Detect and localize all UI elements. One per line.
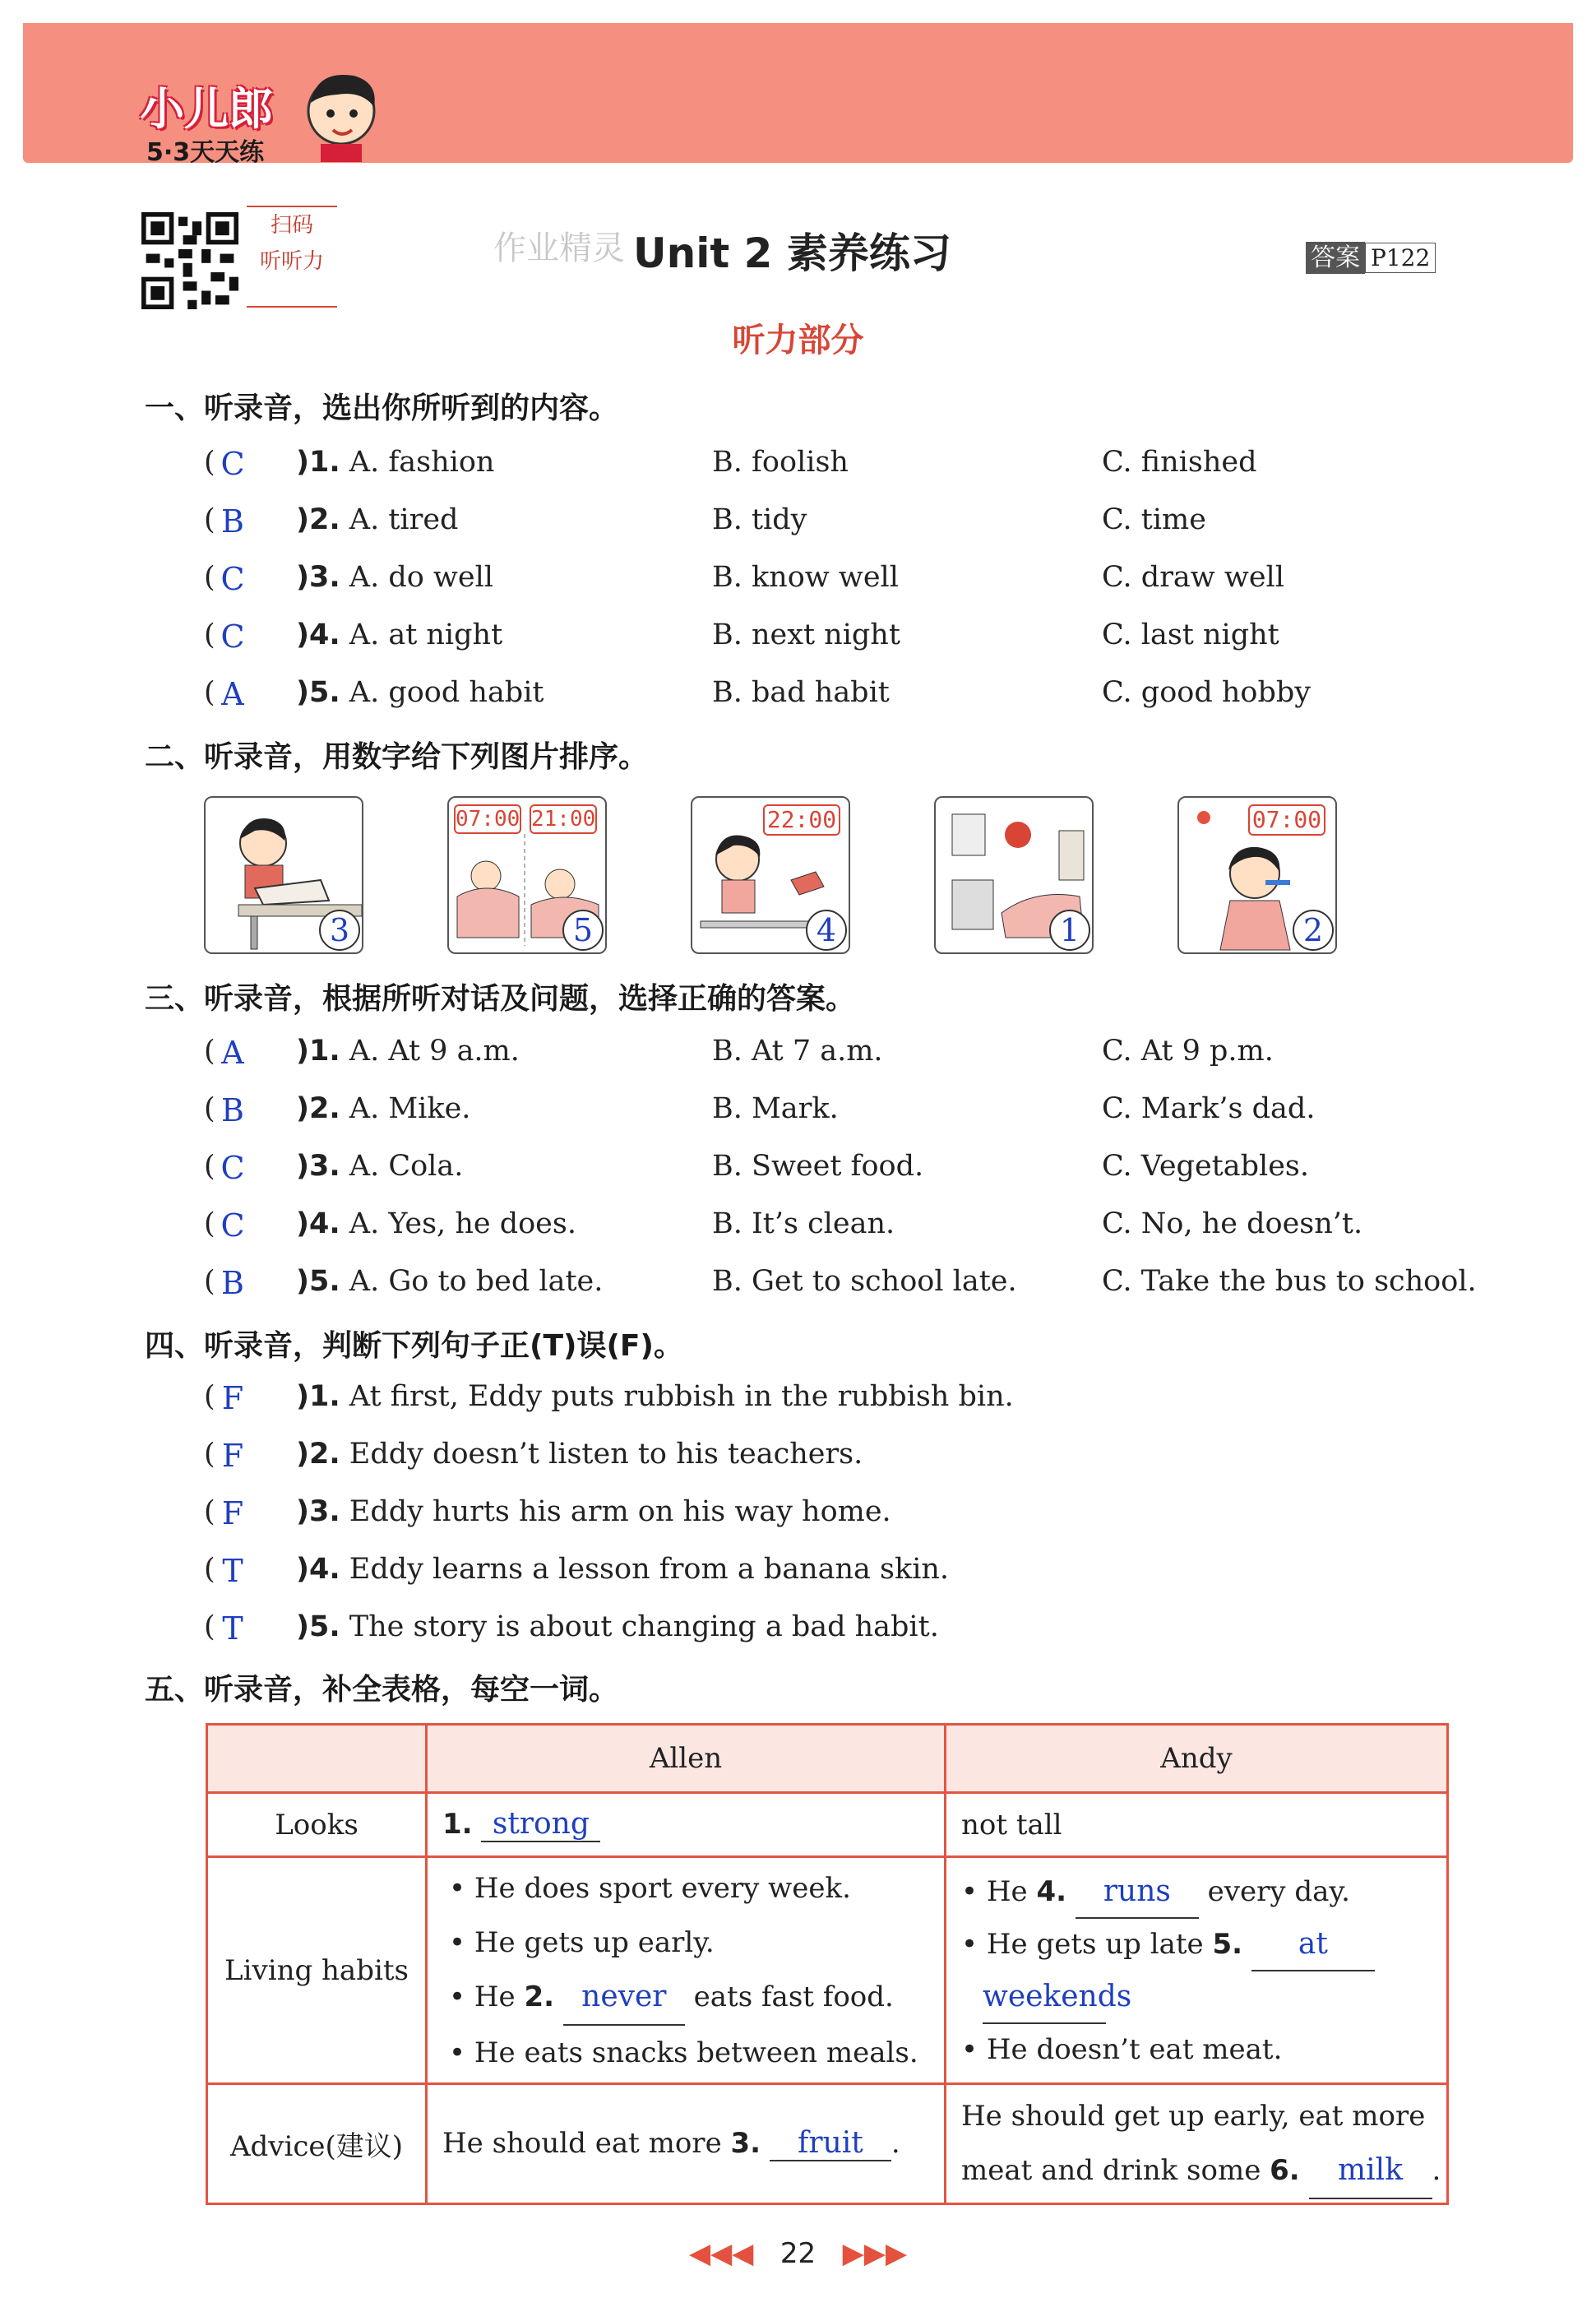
option-c: C. No, he doesn’t. xyxy=(1102,1207,1363,1240)
answer-mark: A xyxy=(221,676,244,712)
habit-text: • He xyxy=(961,1874,1028,1908)
clock-display: 21:00 xyxy=(530,804,597,834)
answer-mark: B xyxy=(221,1092,244,1128)
option-a: A. At 9 a.m. xyxy=(349,1035,520,1068)
table-header-row xyxy=(207,1725,1448,1793)
answer-fill: at xyxy=(1251,1919,1375,1971)
option-c: C. Mark’s dad. xyxy=(1102,1092,1316,1125)
statement-text: Eddy hurts his arm on his way home. xyxy=(349,1495,891,1528)
habit-text: every day. xyxy=(1207,1874,1350,1908)
qr-code-icon[interactable] xyxy=(141,212,238,309)
item-number: )4. xyxy=(296,1553,340,1586)
option-b: B. Mark. xyxy=(712,1092,839,1125)
item-number: )2. xyxy=(296,503,340,536)
item-number: )5. xyxy=(296,1610,340,1643)
habit-line: • He doesn’t eat meat. xyxy=(961,2032,1283,2066)
section-5-heading: 五、听录音，补全表格，每空一词。 xyxy=(145,1673,619,1707)
habit-text: • He xyxy=(449,1980,516,2013)
answer-fill: fruit xyxy=(770,2126,891,2161)
advice-text: He should eat more xyxy=(442,2127,722,2160)
option-c: C. good hobby xyxy=(1102,676,1311,709)
row-label-advice: Advice(建议) xyxy=(207,2084,427,2204)
option-b: B. At 7 a.m. xyxy=(712,1035,883,1068)
answer-key-tag xyxy=(1306,237,1436,273)
page-title: Unit 2 素养练习 xyxy=(633,229,951,277)
answer-mark: B xyxy=(221,503,244,540)
option-a: A. do well xyxy=(349,561,493,594)
order-number: 3 xyxy=(319,910,360,951)
blank-number: 3. xyxy=(730,2127,761,2160)
option-b: B. next night xyxy=(712,618,900,651)
option-c: C. time xyxy=(1102,503,1206,536)
item-number: )4. xyxy=(296,618,340,651)
advice-line xyxy=(961,2143,1446,2199)
item-number: )2. xyxy=(296,1092,340,1125)
statement-text: The story is about changing a bad habit. xyxy=(349,1610,939,1643)
brand-logo: 小儿郎 xyxy=(140,83,273,135)
option-c: C. At 9 p.m. xyxy=(1102,1035,1274,1068)
scan-label-line1: 扫码 xyxy=(270,213,313,238)
period: . xyxy=(891,2127,900,2160)
brand-subtitle: 5·3天天练 xyxy=(146,138,265,167)
mascot-icon xyxy=(296,66,386,164)
habit-text: • He gets up late xyxy=(961,1927,1204,1961)
section-1-heading: 一、听录音，选出你所听到的内容。 xyxy=(145,391,619,425)
answer-mark: C xyxy=(220,618,245,655)
section-part-title: 听力部分 xyxy=(732,322,864,359)
column-header-allen: Allen xyxy=(427,1725,946,1793)
answer-fill: strong xyxy=(481,1807,600,1842)
blank-number: 6. xyxy=(1270,2153,1300,2187)
option-a: A. Yes, he does. xyxy=(349,1207,576,1240)
picture-boy-reading xyxy=(204,796,363,954)
picture-messy-room xyxy=(934,796,1094,954)
clock-display: 22:00 xyxy=(763,804,840,836)
habits-table xyxy=(206,1723,1449,2205)
advice-text: He should get up early, eat more xyxy=(961,2099,1426,2133)
answer-mark: C xyxy=(220,1207,245,1244)
answer-fill: never xyxy=(563,1970,685,2026)
answer-fill: runs xyxy=(1076,1866,1199,1919)
statement-text: Eddy learns a lesson from a banana skin. xyxy=(349,1553,950,1586)
item-number: )4. xyxy=(296,1207,340,1240)
option-b: B. know well xyxy=(712,561,899,594)
answer-mark: F xyxy=(221,1438,244,1474)
option-b: B. Get to school late. xyxy=(712,1265,1017,1298)
habit-line: • He eats snacks between meals. xyxy=(449,2036,918,2069)
option-b: B. bad habit xyxy=(712,676,890,709)
option-b: B. tidy xyxy=(712,503,807,536)
row-label-looks: Looks xyxy=(207,1793,427,1857)
answer-mark: A xyxy=(221,1035,244,1071)
answer-mark: C xyxy=(220,446,245,482)
item-number: )3. xyxy=(296,1495,340,1528)
advice-text: meat and drink some xyxy=(961,2153,1261,2187)
habit-line xyxy=(961,1866,1446,1919)
order-number: 5 xyxy=(562,910,604,951)
option-a: A. fashion xyxy=(349,446,495,479)
option-b: B. foolish xyxy=(712,446,849,479)
habit-line: • He gets up early. xyxy=(449,1925,715,1959)
answer-mark: B xyxy=(221,1265,244,1301)
option-c: C. last night xyxy=(1102,618,1279,651)
cell-andy-looks: not tall xyxy=(946,1793,1448,1857)
answer-mark: T xyxy=(222,1553,243,1589)
option-a: A. at night xyxy=(349,618,503,651)
cell-andy-advice xyxy=(946,2084,1448,2204)
cell-allen-habits xyxy=(427,1857,946,2084)
table-corner-cell xyxy=(207,1725,427,1793)
column-header-andy: Andy xyxy=(946,1725,1448,1793)
habit-line: • He does sport every week. xyxy=(449,1871,851,1905)
answer-mark: C xyxy=(220,1150,245,1186)
option-b: B. It’s clean. xyxy=(712,1207,895,1240)
cell-allen-looks xyxy=(427,1793,946,1857)
item-number: )1. xyxy=(296,1380,340,1413)
statement-text: At first, Eddy puts rubbish in the rubbish bin. xyxy=(349,1380,1014,1413)
item-number: )2. xyxy=(296,1438,340,1471)
order-number: 2 xyxy=(1293,910,1334,951)
row-label-habits: Living habits xyxy=(207,1857,427,2084)
page-footer xyxy=(0,2237,1596,2270)
scan-label-line2: 听听力 xyxy=(259,249,324,274)
order-number: 1 xyxy=(1049,910,1090,951)
blank-number: 1. xyxy=(442,1808,473,1841)
answer-mark: C xyxy=(220,561,245,597)
answer-key-label: 答案 xyxy=(1306,242,1365,274)
item-number: )1. xyxy=(296,1035,340,1068)
picture-girl-brushing-teeth xyxy=(1177,796,1337,954)
option-a: A. tired xyxy=(349,503,459,536)
clock-display: 07:00 xyxy=(1248,804,1325,836)
item-number: )3. xyxy=(296,1150,340,1183)
habit-text: eats fast food. xyxy=(693,1980,894,2013)
section-2-heading: 二、听录音，用数字给下列图片排序。 xyxy=(145,740,649,774)
habit-line xyxy=(449,1970,943,2026)
order-number: 4 xyxy=(806,910,847,951)
picture-girl-homework xyxy=(691,796,850,954)
table-row xyxy=(207,1793,1448,1857)
option-c: C. Vegetables. xyxy=(1102,1150,1310,1183)
blank-number: 4. xyxy=(1036,1874,1067,1908)
item-number: )1. xyxy=(296,446,340,479)
item-number: )5. xyxy=(296,1265,340,1298)
answer-fill: milk xyxy=(1309,2143,1432,2199)
option-c: C. Take the bus to school. xyxy=(1102,1265,1477,1298)
table-row xyxy=(207,1857,1448,2084)
option-b: B. Sweet food. xyxy=(712,1150,924,1183)
option-a: A. Cola. xyxy=(349,1150,464,1183)
answer-fill: weekends xyxy=(983,1971,1106,2024)
statement-text: Eddy doesn’t listen to his teachers. xyxy=(349,1438,863,1471)
answer-mark: T xyxy=(222,1610,243,1647)
prev-arrows-icon: ◀◀◀ xyxy=(688,2237,754,2270)
period: . xyxy=(1432,2153,1441,2187)
blank-number: 2. xyxy=(524,1980,555,2013)
option-a: A. Go to bed late. xyxy=(349,1265,604,1298)
option-c: C. finished xyxy=(1102,446,1257,479)
scan-to-listen-label xyxy=(247,206,337,308)
answer-mark: F xyxy=(221,1380,244,1416)
page-number: 22 xyxy=(779,2237,817,2270)
habit-line xyxy=(961,1971,1446,2024)
section-3-heading: 三、听录音，根据所听对话及问题，选择正确的答案。 xyxy=(145,982,856,1016)
clock-display: 07:00 xyxy=(454,804,521,834)
answer-key-page: P122 xyxy=(1365,243,1436,273)
table-row xyxy=(207,2084,1448,2204)
watermark: 作业精灵 xyxy=(493,229,625,267)
cell-andy-habits xyxy=(946,1857,1448,2084)
option-a: A. Mike. xyxy=(349,1092,471,1125)
item-number: )3. xyxy=(296,561,340,594)
item-number: )5. xyxy=(296,676,340,709)
habit-line xyxy=(961,1919,1446,1971)
option-c: C. draw well xyxy=(1102,561,1284,594)
picture-boy-sleeping xyxy=(447,796,607,954)
cell-allen-advice xyxy=(427,2084,946,2204)
answer-mark: F xyxy=(221,1495,244,1531)
next-arrows-icon: ▶▶▶ xyxy=(842,2237,908,2270)
option-a: A. good habit xyxy=(349,676,544,709)
section-4-heading: 四、听录音，判断下列句子正(T)误(F)。 xyxy=(145,1329,683,1363)
blank-number: 5. xyxy=(1212,1927,1243,1961)
